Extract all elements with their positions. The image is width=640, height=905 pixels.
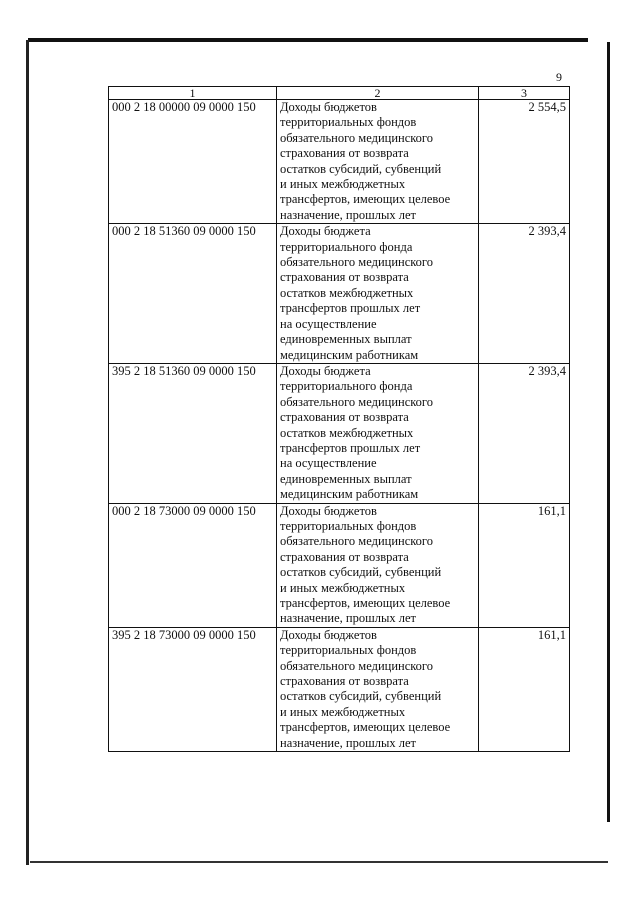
- amount-cell: 161,1: [479, 627, 570, 751]
- description-line: медицинским работникам: [280, 487, 419, 502]
- description-line: страхования от возврата: [280, 549, 409, 564]
- amount-cell: 161,1: [479, 503, 570, 627]
- budget-table: [108, 86, 570, 752]
- description-cell: [277, 224, 479, 364]
- description-line: трансфертов, имеющих целевое: [280, 596, 451, 610]
- table-header-row: [109, 87, 570, 100]
- amount-cell: 2 393,4: [479, 224, 570, 364]
- description-line: остатков субсидий, субвенций: [280, 689, 442, 704]
- description-line: трансфертов прошлых лет: [280, 301, 421, 316]
- description-cell: [277, 363, 479, 503]
- description-line: обязательного медицинского: [280, 534, 434, 549]
- description-line: и иных межбюджетных: [280, 177, 406, 192]
- scan-border-bottom: [30, 861, 608, 863]
- revenue-code-cell: 395 2 18 73000 09 0000 150: [109, 627, 277, 751]
- description-line: территориальных фондов: [280, 643, 417, 658]
- description-line: трансфертов, имеющих целевое: [280, 720, 451, 735]
- page-number: 9: [556, 70, 562, 84]
- description-line: назначение, прошлых лет: [280, 735, 416, 750]
- description-cell: [277, 627, 479, 751]
- description-line: назначение, прошлых лет: [280, 611, 416, 626]
- description-line: страхования от возврата: [280, 410, 409, 425]
- description-line: Доходы бюджетов: [280, 627, 377, 642]
- description-line: страхования от возврата: [280, 674, 409, 689]
- description-line: Доходы бюджета: [280, 363, 371, 378]
- description-line: остатков субсидий, субвенций: [280, 161, 442, 176]
- description-line: Доходы бюджетов: [280, 100, 377, 114]
- description-line: Доходы бюджетов: [280, 503, 377, 518]
- description-line: на осуществление: [280, 456, 377, 471]
- table-row: [109, 363, 570, 503]
- description-line: на осуществление: [280, 316, 377, 331]
- description-line: территориального фонда: [280, 239, 413, 254]
- description-line: и иных межбюджетных: [280, 580, 406, 595]
- description-line: назначение, прошлых лет: [280, 207, 416, 222]
- description-cell: [277, 100, 479, 224]
- description-line: страхования от возврата: [280, 270, 409, 285]
- table-body: [109, 100, 570, 752]
- revenue-code-cell: 000 2 18 73000 09 0000 150: [109, 503, 277, 627]
- scan-border-left: [26, 40, 29, 865]
- revenue-code-cell: 395 2 18 51360 09 0000 150: [109, 363, 277, 503]
- scan-border-top: [28, 38, 588, 42]
- description-line: обязательного медицинского: [280, 255, 434, 270]
- description-line: обязательного медицинского: [280, 130, 434, 145]
- description-line: обязательного медицинского: [280, 394, 434, 409]
- scan-border-right: [607, 42, 610, 822]
- description-line: единовременных выплат: [280, 332, 412, 347]
- description-line: остатков субсидий, субвенций: [280, 565, 442, 580]
- description-line: трансфертов, имеющих целевое: [280, 192, 451, 207]
- header-cell-code: 1: [109, 87, 277, 100]
- description-line: остатков межбюджетных: [280, 425, 414, 440]
- description-line: единовременных выплат: [280, 471, 412, 486]
- description-line: трансфертов прошлых лет: [280, 440, 421, 455]
- description-line: и иных межбюджетных: [280, 704, 406, 719]
- table-row: [109, 503, 570, 627]
- description-line: медицинским работникам: [280, 347, 419, 362]
- description-line: территориальных фондов: [280, 115, 417, 130]
- description-line: Доходы бюджета: [280, 224, 371, 239]
- header-cell-description: 2: [277, 87, 479, 100]
- revenue-code-cell: 000 2 18 51360 09 0000 150: [109, 224, 277, 364]
- description-line: территориальных фондов: [280, 518, 417, 533]
- amount-cell: 2 554,5: [479, 100, 570, 224]
- description-cell: [277, 503, 479, 627]
- table-row: [109, 100, 570, 224]
- table-row: [109, 224, 570, 364]
- header-cell-amount: 3: [479, 87, 570, 100]
- description-line: обязательного медицинского: [280, 658, 434, 673]
- amount-cell: 2 393,4: [479, 363, 570, 503]
- table-row: [109, 627, 570, 751]
- description-line: остатков межбюджетных: [280, 285, 414, 300]
- description-line: территориального фонда: [280, 379, 413, 394]
- description-line: страхования от возврата: [280, 146, 409, 161]
- revenue-code-cell: 000 2 18 00000 09 0000 150: [109, 100, 277, 224]
